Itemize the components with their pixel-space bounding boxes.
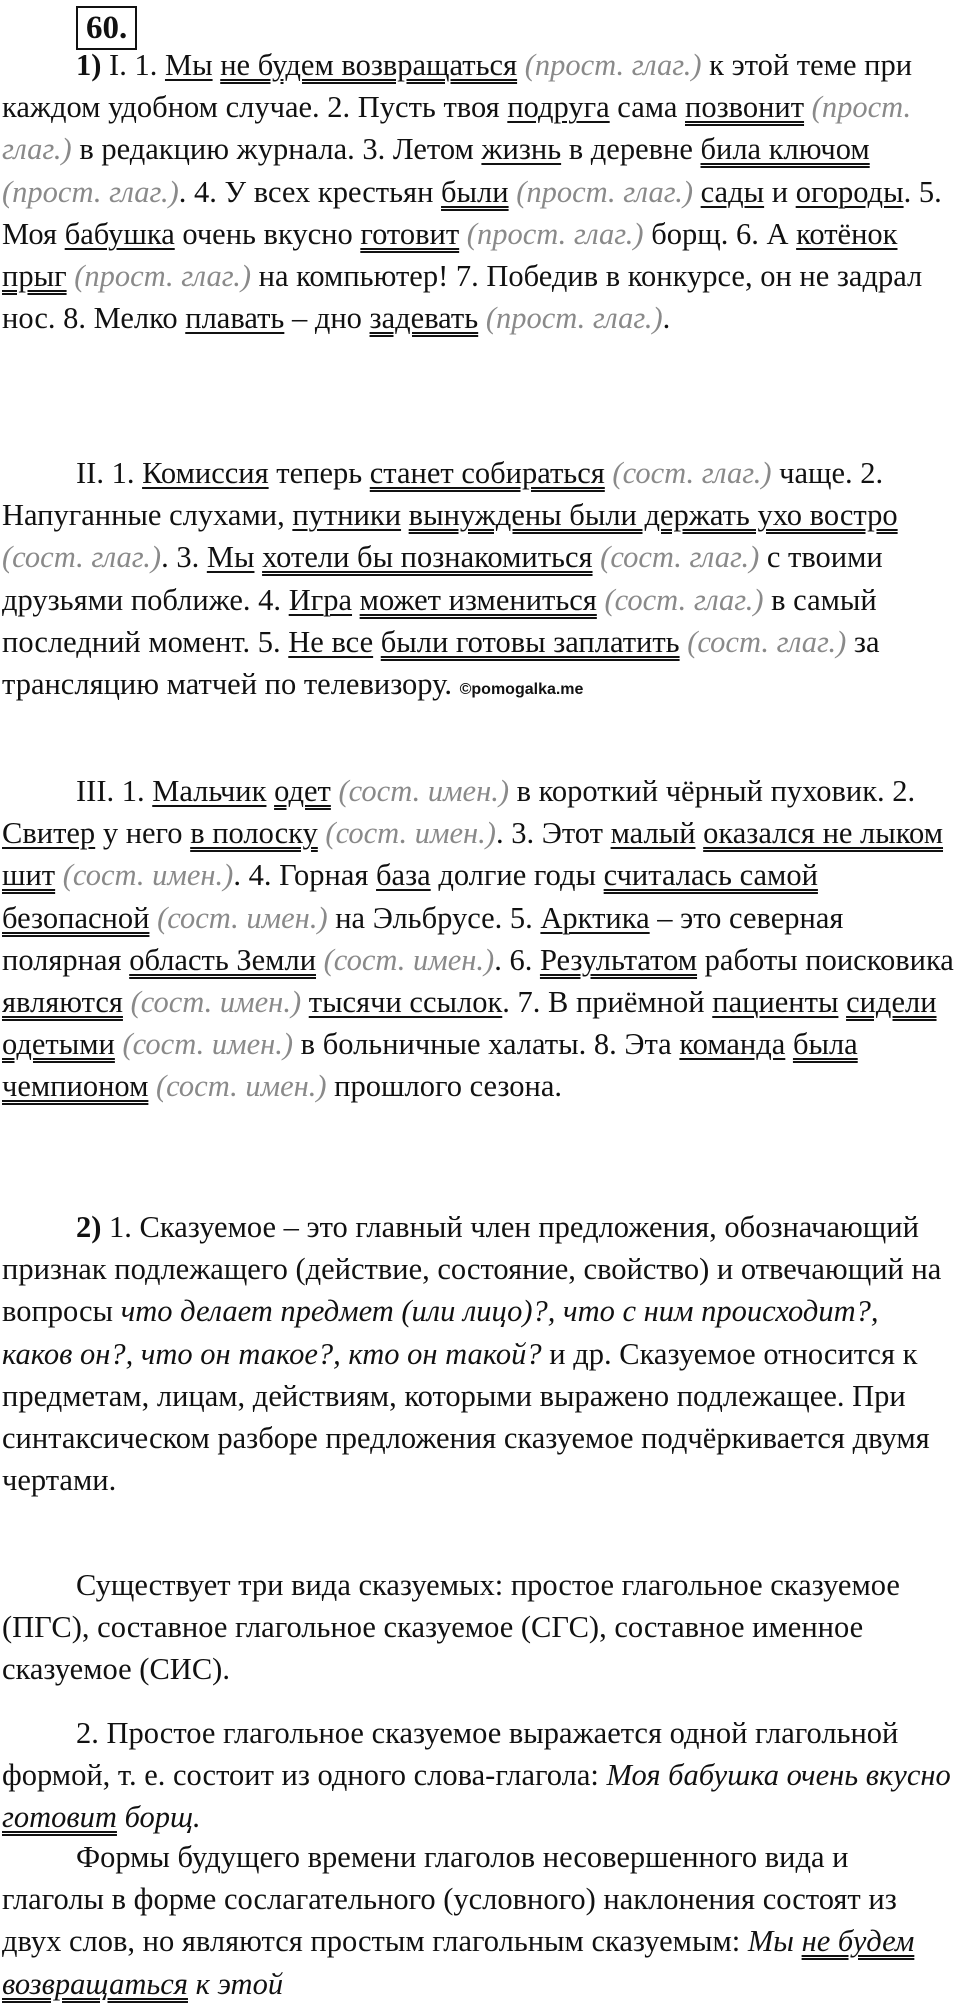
text: прошлого сезона. [334, 1069, 562, 1104]
example-text: Моя бабушка очень вкусно [606, 1758, 951, 1793]
predicate-type-note: (сост. глаг.) [612, 456, 772, 490]
theory-paragraph-4 [2, 1836, 954, 2005]
part-2-label: 2) [76, 1210, 102, 1244]
example-predicate: не будем возвращаться [2, 1924, 915, 2001]
predicate: были [441, 174, 509, 209]
subject: Мы [206, 540, 255, 575]
predicate: область Земли [129, 942, 317, 977]
text: – это северная полярная [2, 900, 844, 977]
predicate: станет собираться [369, 456, 605, 490]
predicate-type-note: (прост. глаг.) [485, 301, 663, 336]
text: в деревне [568, 132, 693, 167]
example-text: к этой [195, 1966, 284, 2001]
subject: тысячи ссылок [308, 985, 503, 1020]
predicate: готовит [360, 216, 460, 251]
predicate: не будем возвращаться [220, 48, 518, 82]
predicate: были готовы заплатить [380, 624, 680, 659]
predicate: сидели одетыми [2, 985, 937, 1062]
text: за трансляцию матчей по телевизору. [2, 624, 880, 702]
text: . [662, 301, 671, 336]
section-2-label: II. [76, 456, 104, 490]
predicate-type-note: (прост. глаг.) [524, 48, 702, 82]
subject: жизнь [481, 132, 562, 167]
predicate-type-note: (прост. глаг.) [516, 174, 694, 209]
subject: Не все [288, 624, 374, 659]
predicate-type-note: (прост. глаг.) [74, 259, 251, 294]
section-1-paragraph [2, 44, 954, 339]
subject: огороды [795, 174, 904, 209]
predicate: хотели бы познакомиться [262, 540, 593, 575]
subject: бабушка [64, 216, 175, 251]
predicate: позвонит [685, 90, 805, 125]
text: . 5. Моя [2, 174, 942, 251]
predicate-type-note: (сост. имен.) [62, 858, 234, 893]
predicate-type-note: (сост. имен.) [130, 985, 302, 1020]
predicate-type-note: (сост. глаг.) [2, 540, 162, 575]
text: . 7. В приёмной [502, 985, 705, 1020]
subject: малый [610, 816, 696, 851]
text: . 3. [161, 540, 200, 575]
text: 1. [111, 456, 135, 490]
text: у него [102, 816, 183, 851]
predicate: оказался не лыком шит [2, 816, 944, 893]
subject: плавать [185, 301, 285, 336]
predicate-type-note: (сост. имен.) [122, 1027, 294, 1062]
predicate-type-note: (сост. имен.) [157, 900, 328, 935]
subject: база [376, 858, 431, 893]
predicate-type-note: (прост. глаг.) [466, 216, 644, 251]
text: на Эльбрусе. 5. [335, 900, 533, 935]
text: работы поисковика [704, 942, 954, 977]
questions-italic: что делает предмет (или лицо)?, что с ним происходит?, каков он?, что он такое?, кто он такой? [2, 1294, 879, 1371]
predicate: прыг [2, 259, 67, 294]
predicate-type-note: (сост. имен.) [156, 1069, 327, 1104]
text: в самый последний момент. 5. [2, 582, 877, 659]
subject: путники [292, 498, 402, 533]
predicate: Результатом [539, 942, 698, 977]
section-3-paragraph [2, 770, 954, 1108]
text: сама [617, 90, 678, 125]
section-2-paragraph [2, 452, 954, 711]
predicate-type-note: (сост. имен.) [338, 774, 510, 808]
watermark: ©pomogalka.me [459, 681, 584, 699]
example-predicate: готовит [2, 1800, 117, 1835]
predicate-type-note: (прост. глаг.) [2, 90, 912, 167]
text: с твоими друзьями поближе. 4. [2, 540, 883, 617]
text: 1. [121, 774, 145, 808]
predicate: била ключом [700, 132, 870, 167]
exercise-number: 60. [76, 6, 137, 50]
text: теперь [276, 456, 363, 490]
text: очень вкусно [182, 216, 353, 251]
text: 1. Сказуемое – это главный член предложения, обозначающий признак подлежащего (действие, состояние, свойство) и отвечающий на вопросы [2, 1210, 942, 1329]
subject: Мы [164, 48, 213, 82]
predicate-type-note: (сост. глаг.) [604, 582, 764, 617]
section-3-label: III. [76, 774, 115, 808]
text: 1. [134, 48, 158, 82]
predicate: может измениться [359, 582, 597, 617]
predicate: была чемпионом [2, 1027, 858, 1104]
predicate: задевать [369, 301, 479, 336]
predicate-type-note: (прост. глаг.) [2, 174, 179, 209]
text: в короткий чёрный пуховик. 2. [516, 774, 916, 808]
subject: Комиссия [142, 456, 269, 490]
text: – дно [291, 301, 362, 336]
text: чаще. 2. Напуганные слухами, [2, 456, 884, 533]
example-text: Мы [747, 1924, 794, 1959]
predicate-type-note: (сост. глаг.) [687, 624, 847, 659]
text: . 6. [494, 942, 533, 977]
predicate-type-note: (сост. имен.) [325, 816, 496, 851]
subject: Игра [288, 582, 353, 617]
text: . 4. У всех крестьян [178, 174, 434, 209]
subject: команда [679, 1027, 786, 1062]
text: Существует три вида сказуемых: простое глагольное сказуемое (ПГС), составное глагольное сказуемое (СГС), составное именное сказуемое (СИС). [2, 1568, 900, 1687]
theory-paragraph-2 [2, 1564, 954, 1691]
predicate: в полоску [190, 816, 318, 851]
subject: Арктика [540, 900, 650, 935]
text: Формы будущего времени глаголов несовершенного вида и глаголы в форме сослагательного (условного) наклонения состоят из двух слов, но являются простым глагольным сказуемым: [2, 1840, 897, 1959]
predicate-type-note: (сост. глаг.) [600, 540, 760, 575]
subject: котёнок [796, 216, 898, 251]
subject: Мальчик [152, 774, 267, 808]
text: . 3. Этот [495, 816, 603, 851]
text: к этой теме при каждом удобном случае. 2. Пусть твоя [2, 48, 913, 125]
predicate: одет [274, 774, 331, 808]
text: 2. Простое глагольное сказуемое выражается одной глагольной формой, т. е. состоит из одного слова-глагола: [2, 1716, 899, 1793]
text: борщ. 6. А [651, 216, 789, 251]
text: на компьютер! 7. Победив в конкурсе, он не задрал нос. 8. Мелко [2, 259, 923, 336]
text: долгие годы [438, 858, 597, 893]
text: и др. Сказуемое относится к предметам, лицам, действиям, которыми выражено подлежащее. При синтаксическом разборе предложения сказуемое подчёркивается двумя чертами. [2, 1336, 930, 1498]
predicate-type-note: (сост. имен.) [323, 942, 495, 977]
text: и [771, 174, 789, 209]
text: в редакцию журнала. 3. Летом [79, 132, 474, 167]
theory-paragraph-1 [2, 1206, 954, 1501]
text: . 4. Горная [233, 858, 369, 893]
example-text: борщ. [124, 1800, 201, 1835]
predicate: являются [2, 985, 123, 1020]
theory-paragraph-3 [2, 1712, 954, 1839]
subject: Свитер [2, 816, 96, 851]
subject: подруга [507, 90, 610, 125]
section-1-label: I. [109, 48, 127, 82]
predicate: считалась самой безопасной [2, 858, 818, 935]
predicate: вынуждены были держать ухо востро [408, 498, 898, 533]
part-1-label: 1) [76, 48, 102, 82]
subject: пациенты [712, 985, 839, 1020]
text: в больничные халаты. 8. Эта [300, 1027, 672, 1062]
subject: сады [700, 174, 765, 209]
